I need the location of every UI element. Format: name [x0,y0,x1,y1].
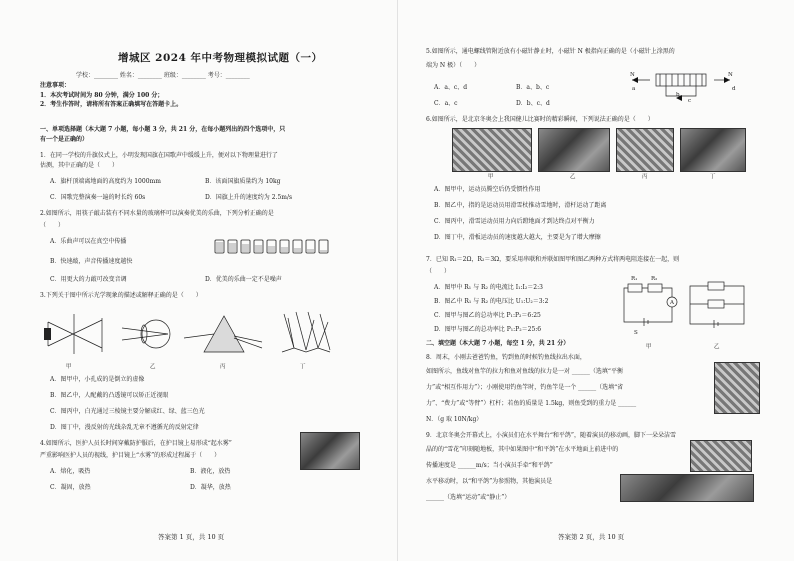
peace-dove-photo-top [690,440,752,472]
q3-option-d: D．图丁中，漫反射的光线杂乱无章不遵循光的反射定律 [50,424,199,431]
magnet-label-n-left: N [630,72,635,78]
q4-stem: 4.如图所示，医护人员长时间穿戴防护服后，在护目镜上易形成“起水雾” [40,440,232,447]
q9-text-4: ______（选填“运动”或“静止”） [426,494,511,501]
magnet-label-a: a [632,86,636,92]
q2-option-b: B．快速敲，声音传播速度越快 [50,258,133,265]
water-glasses-figure [213,236,333,256]
student-info-line: 学校：________ 姓名：________ 班级：________ 考号：________ [76,72,250,79]
notice-2: 2．考生作答时，请将所有答案正确填写在答题卡上。 [40,101,183,108]
circuit-r2-label: R₂ [651,276,658,282]
notice-heading: 注意事项： [40,82,71,89]
q8-text-3: 力”、“费力”或“等臂”）杠杆；若鱼的质量是 1.5kg，则鱼受到的重力是 ______ [426,400,637,407]
q4-option-c: C．凝固，放热 [50,484,91,491]
protective-goggles-photo [300,432,360,470]
section-1-heading: 一、单项选择题（本大题 7 小题，每小题 3 分，共 21 分，在每小题列出的四个选项中，只 [40,126,286,133]
fishing-rod-photo [714,362,760,414]
q8-text-4: N．（g 取 10N/kg） [426,416,483,423]
q7-option-b: B．图乙中 R₁ 与 R₂ 的电压比 U₁:U₂＝3:2 [434,298,549,305]
q9-text-2: 传播速度是 ______m/s；当小演员手牵“和平鸽” [426,462,553,469]
q1-stem: 1．在同一学校的升旗仪式上，小明发现国旗在国歌声中缓缓上升，便对以下物理量进行了 [40,152,278,159]
opening-ceremony-photo [620,474,754,502]
q5-option-d: D．b、c、d [516,100,550,107]
magnet-label-c: c [688,98,692,104]
cross-country-photo [538,128,610,172]
q6-label-bing: 丙 [642,174,648,180]
q1-option-d: D．国旗上升的速度约为 2.5m/s [205,194,293,201]
q2-option-d: D．优美的乐曲一定不是噪声 [205,276,282,283]
q9-text-1: 晶的的“雪花”印刻随地板，其中如果图中“和平鸽”在水平地面上前进中的 [426,446,619,453]
q3-option-a: A．图甲中，小孔成的是倒立的虚像 [50,376,145,383]
snowboard-photo [680,128,746,172]
page-title: 增城区 2024 年中考物理模拟试题（一） [118,52,323,64]
q4-option-d: D．凝华，放热 [190,484,231,491]
q2-stem: 2.如图所示，用筷子敲击装有不同水量的玻璃杯可以演奏优美的乐曲，下列分析正确的是 [40,210,274,217]
q5-stem: 5.如图所示，通电螺线管附近放有小磁针静止时，小磁针 N 极指向正确的是（小磁针上涂黑的 [426,48,675,55]
q6-label-ding: 丁 [710,174,716,180]
q5-stem-cont: 端为 N 极）（ ） [426,62,481,69]
q3-stem: 3.下列关于图中所示光学现象的描述或解释正确的是（ ） [40,292,202,299]
circuit-figures [620,278,750,340]
section-1-heading-cont: 有一个是正确的） [40,136,89,143]
q3-option-b: B．图乙中，人配戴的凸透镜可以矫正近视眼 [50,392,169,399]
circuit-label-jia: 甲 [646,344,652,350]
q9-stem: 9．北京冬奥会开幕式上，小演员们在水平舞台“和平鸽”，随着演员的移动画，脚下一朵朵洁雪 [426,432,676,439]
q3-label-yi: 乙 [150,364,156,370]
q6-option-a: A．图甲中，运动员腾空后仍受惯性作用 [434,186,541,193]
q2-option-c: C．用更大的力敲可改变音调 [50,276,127,283]
q6-option-b: B．图乙中，指的是运动员用滑雪杖推动雪地时，滑杆运动了距离 [434,202,607,209]
q1-option-b: B．该面国旗质量约为 10kg [205,178,281,185]
q8-text-1: 如图所示，鱼线对鱼竿的拉力和鱼对鱼线的拉力是一对 ______（选填“平衡 [426,368,623,375]
q3-label-jia: 甲 [66,364,72,370]
q3-option-c: C．图丙中，白光通过三棱镜主要分解成红、绿、蓝三色光 [50,408,205,415]
q7-option-a: A．图甲中 R₁ 与 R₂ 的电流比 I₁:I₂＝2:3 [434,284,543,291]
q6-option-c: C．图丙中，滑雪运动员用力向后蹬地面才到达终点对平衡力 [434,218,595,225]
ammeter-label: A [670,300,674,306]
q5-option-c: C．a、c [434,100,458,107]
q6-label-jia: 甲 [488,174,494,180]
q2-stem-cont: （ ） [40,222,65,229]
notice-1: 1．本次考试时间为 80 分钟，满分 100 分； [40,92,164,99]
q6-stem: 6.如图所示，是北京冬奥会上我国健儿比赛时的精彩瞬间，下列说法正确的是（ ） [426,116,654,123]
q4-stem-cont: 严重影响医护人员的视线，护目镜上“水雾”的形成过程属于（ ） [40,452,221,459]
q9-text-3: 水平移动时，以“和平鸽”为参照物，其他演员是 [426,478,553,485]
switch-label: S [634,330,638,336]
page-footer: 答案第 1 页，共 10 页 [158,533,225,541]
q6-option-d: D．图丁中，滑板运动员的速度越大越大，主要是为了增大摩擦 [434,234,601,241]
q7-stem-cont: （ ） [426,268,451,275]
exam-page-right [397,0,794,561]
q3-label-bing: 丙 [220,364,226,370]
q2-option-a: A．乐曲声可以在真空中传播 [50,238,127,245]
q5-option-a: A．a、c、d [434,84,468,91]
q8-stem: 8．周末，小刚去爸爸钓鱼，钓到鱼的时候钓鱼线拉出水面， [426,354,586,361]
magnet-label-d: d [732,86,736,92]
q5-option-b: B．a、b、c [516,84,550,91]
section-2-heading: 二、填空题（本大题 7 小题，每空 1 分，共 21 分） [426,340,570,347]
q1-option-a: A．旗杆顶端离地面的高度约为 1000mm [50,178,161,185]
circuit-r1-label: R₁ [631,276,638,282]
q1-stem-cont: 估测，其中正确的是（ ） [40,162,119,169]
q1-option-c: C．国歌完整演奏一遍的时长约 60s [50,194,146,201]
magnet-label-b: b [676,92,680,98]
q7-option-c: C．图甲与图乙的总功率比 P₁:P₂＝6:25 [434,312,541,319]
ski-jump-photo [452,128,532,172]
page-footer: 答案第 2 页，共 10 页 [558,533,625,541]
magnet-label-n-right: N [728,72,733,78]
q7-stem: 7．已知 R₁＝2Ω，R₂＝3Ω，要采用串联和并联如图甲和图乙两种方式将两电阻连接在一起，则 [426,256,680,263]
q6-label-yi: 乙 [570,174,576,180]
q7-option-d: D．图甲与图乙的总功率比 P₁:P₂＝25:6 [434,326,542,333]
q3-label-ding: 丁 [300,364,306,370]
speed-skating-photo [616,128,674,172]
circuit-label-yi: 乙 [714,344,720,350]
q4-option-a: A．熔化，吸热 [50,468,91,475]
q4-option-b: B．液化，放热 [190,468,231,475]
q8-text-2: 力”或“相互作用力”）；小刚使用钓鱼竿时，钓鱼竿是一个 ______（选填“省 [426,384,624,391]
optics-figures [44,308,344,360]
